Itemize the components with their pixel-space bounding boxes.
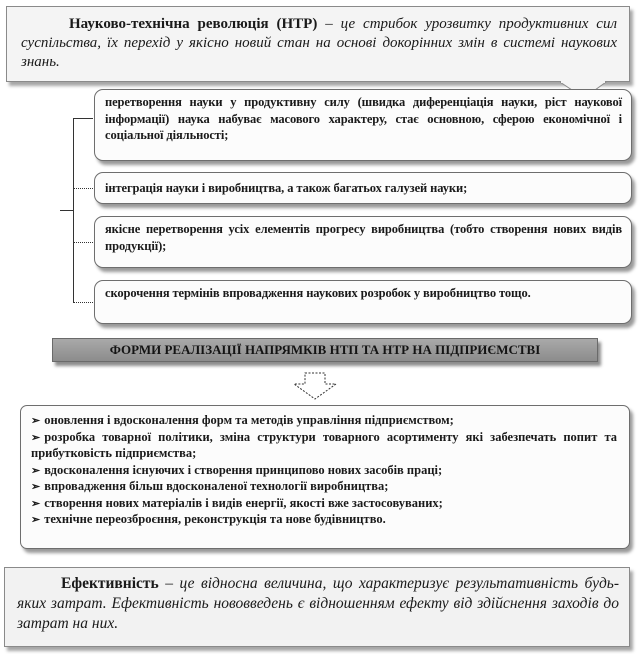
arrow-bullet-icon: ➢ bbox=[31, 481, 41, 494]
list-item-text: вдосконалення існуючих і створення принципово нових засобів праці; bbox=[44, 462, 443, 477]
efficiency-term: Ефективність bbox=[61, 575, 159, 592]
list-item bbox=[31, 429, 617, 462]
feature-text: перетворення науки у продуктивну силу (швидка диференціація науки, ріст наукової інформації) наука набуває масового характеру, стає основною, сферою економічної і соціальної діяльності; bbox=[105, 95, 622, 142]
list-item-text: технічне переозброєння, реконструкція та нове будівництво. bbox=[44, 512, 386, 527]
list-item-text: створення нових матеріалів і видів енергії, якості вже застосовуваних; bbox=[44, 495, 443, 510]
feature-text: інтеграція науки і виробництва, а також багатьох галузей науки; bbox=[105, 181, 468, 195]
feature-box-3 bbox=[94, 216, 632, 268]
forms-banner bbox=[52, 338, 598, 362]
list-item bbox=[31, 462, 617, 479]
feature-box-4 bbox=[94, 280, 632, 324]
list-item bbox=[31, 478, 617, 495]
arrow-bullet-icon: ➢ bbox=[31, 431, 41, 444]
feature-text: скорочення термінів впровадження наукових розробок у виробництво тощо. bbox=[105, 286, 531, 300]
ntr-definition-text: – це стрибок урозвитку продуктивних сил суспільства, їх перехід у якісно новий стан на основі докорінних змін в системі наукових знань. bbox=[21, 16, 617, 71]
list-item bbox=[31, 495, 617, 512]
down-arrow-icon bbox=[292, 372, 338, 400]
ntr-definition-box bbox=[6, 6, 630, 82]
arrow-bullet-icon: ➢ bbox=[31, 497, 41, 510]
ntr-term: Науково-технічна революція (НТР) bbox=[69, 16, 318, 32]
feature-box-2 bbox=[94, 172, 632, 204]
efficiency-definition-box bbox=[4, 567, 630, 647]
feature-box-1 bbox=[94, 89, 632, 161]
efficiency-definition-text: – це відносна величина, що характеризує результативність будь-яких затрат. Ефективність нововведень є відношенням ефекту від здійснення заходів до затрат на них. bbox=[17, 575, 619, 633]
list-item-text: оновлення і вдосконалення форм та методів управління підприємством; bbox=[44, 413, 454, 427]
list-item bbox=[31, 412, 617, 429]
arrow-bullet-icon: ➢ bbox=[31, 514, 41, 527]
banner-title: ФОРМИ РЕАЛІЗАЦІЇ НАПРЯМКІВ НТП ТА НТР НА ПІДПРИЄМСТВІ bbox=[109, 342, 541, 357]
bracket-tick-1 bbox=[73, 118, 93, 119]
list-item bbox=[31, 511, 617, 528]
arrow-bullet-icon: ➢ bbox=[31, 415, 41, 427]
bracket-tick-3 bbox=[73, 242, 93, 243]
arrow-bullet-icon: ➢ bbox=[31, 464, 41, 477]
forms-list-box bbox=[20, 405, 630, 549]
list-item-text: впровадження більш вдосконаленої технології виробництва; bbox=[44, 479, 389, 494]
list-item-text: розробка товарної політики, зміна структури товарного асортименту які забезпечать попит та прибутковість підприємства; bbox=[31, 429, 617, 461]
bracket-stub bbox=[60, 210, 74, 211]
feature-text: якісне перетворення усіх елементів прогресу виробництва (тобто створення нових видів продукції); bbox=[105, 222, 622, 253]
bracket-tick-2 bbox=[73, 188, 93, 189]
bracket-tick-4 bbox=[73, 302, 93, 303]
